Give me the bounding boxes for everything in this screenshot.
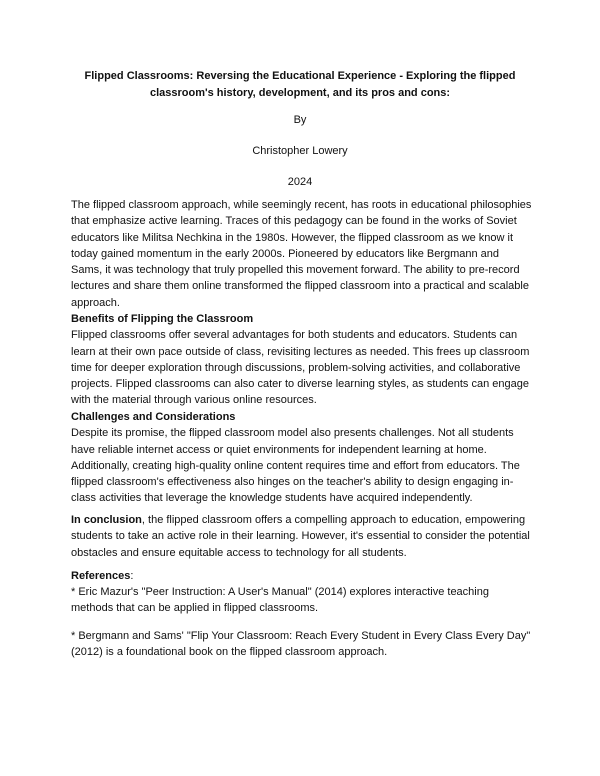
intro-text: The flipped classroom approach, while seemingly recent, has roots in educational philosophies that emphasize active learning. Traces of this pedagogy can be found in the works of Soviet educators like Militsa Nechkina in the 1980s. However, the flipped classroom as we know it today gained momentum in the early 2000s. Pioneered by educators like Bergmann and Sams, it was technology that truly propelled this movement forward. The ability to pre-record lectures and share them online transformed the flipped classroom into a practical and scalable approach. xyxy=(71,199,532,309)
reference-item: * Bergmann and Sams' "Flip Your Classroom: Reach Every Student in Every Class Every Day" (2012) is a foundational book on the flipped classroom approach. xyxy=(71,630,531,659)
reference-item: * Eric Mazur's "Peer Instruction: A User's Manual" (2014) explores interactive teaching methods that can be applied in flipped classrooms. xyxy=(71,586,489,615)
references-heading: References xyxy=(71,570,131,582)
challenges-text: Despite its promise, the flipped classroom model also presents challenges. Not all students have reliable internet access or quiet environments for independent learning at home. Additionally, creating high-quality online content requires time and effort from educators. The flipped classroom's effectiveness also hinges on the teacher's ability to design engaging in-class activities that leverage the knowledge students have acquired independently. xyxy=(71,427,520,505)
references-heading-line xyxy=(71,568,533,584)
author-name: Christopher Lowery xyxy=(252,145,348,157)
challenges-section xyxy=(71,409,533,507)
intro-paragraph xyxy=(71,197,533,311)
conclusion-body: , the flipped classroom offers a compelling approach to education, empowering students to take an active role in their learning. However, it's essential to consider the potential obstacles and ensure equitable access to technology for all students. xyxy=(71,514,530,559)
challenges-heading: Challenges and Considerations xyxy=(71,411,236,423)
benefits-text: Flipped classrooms offer several advantages for both students and educators. Students can learn at their own pace outside of class, revisiting lectures as needed. This frees up classroom time for deeper exploration through discussions, problem-solving activities, and collaborative projects. Flipped classrooms can also cater to diverse learning styles, as students can engage with the material through various online resources. xyxy=(71,329,530,407)
benefits-heading: Benefits of Flipping the Classroom xyxy=(71,313,254,325)
benefits-section xyxy=(71,311,533,409)
references-section xyxy=(71,568,533,584)
document-title: Flipped Classrooms: Reversing the Educational Experience - Exploring the flipped classroom's history, development, and its pros and cons: xyxy=(84,70,516,99)
conclusion-section xyxy=(71,512,533,561)
references-colon: : xyxy=(130,570,134,582)
byline: By xyxy=(293,114,307,126)
publication-year: 2024 xyxy=(287,176,313,188)
conclusion-lead: In conclusion xyxy=(71,514,142,526)
conclusion-text xyxy=(71,512,533,561)
